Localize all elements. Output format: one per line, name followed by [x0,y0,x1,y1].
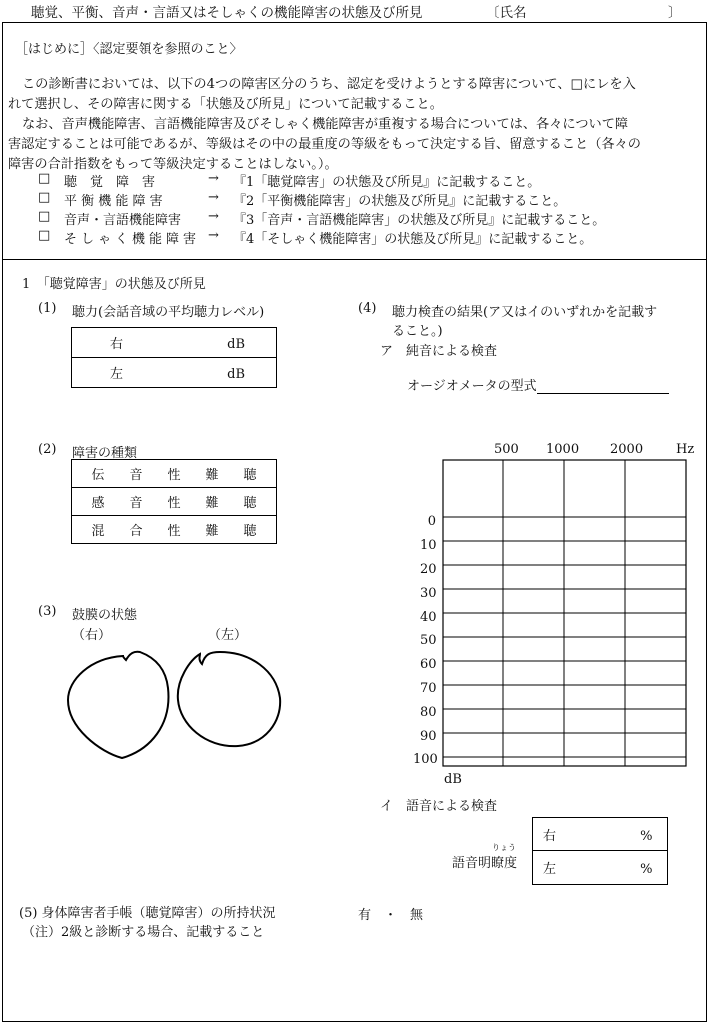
hearing-table [71,327,277,388]
db-label: 90 [420,729,437,744]
option-text: 『4「そしゃく機能障害」の状態及び所見』に記載すること。 [233,232,593,247]
char: 音 [129,468,143,483]
option-text: 『2「平衡機能障害」の状態及び所見』に記載すること。 [233,194,567,209]
char: 聴 [243,468,257,483]
arrow-icon: → [208,171,219,186]
name-field[interactable] [533,2,663,19]
intro-para2-line3: 障害の合計指数をもって等級決定することはしない。）。 [8,157,338,172]
eardrum-diagrams [60,640,300,765]
option-text: 『3「音声・言語機能障害」の状態及び所見』に記載すること。 [233,213,606,228]
type-row-conductive[interactable] [72,460,277,488]
eardrum-title: 鼓膜の状態 [72,608,138,623]
eardrum-left-label: （左） [208,628,248,643]
clarity-table [532,817,668,885]
freq-label-2000: 2000 [610,442,644,457]
char: 混 [91,524,105,539]
intro-para1-line1: この診断書においては、以下の4つの障害区分のうち、認定を受けようとする障害について、□にレを入 [22,77,636,92]
option-chewing[interactable] [38,228,593,247]
side-label: 左 [110,367,124,382]
char: 音 [129,496,143,511]
hearing-title: 聴力(会話音域の平均聴力レベル) [72,305,265,320]
handbook-note: （注）2級と診断する場合、記載すること [22,925,265,940]
eardrum-right-outline[interactable] [68,652,168,758]
arrow-icon: → [208,228,219,243]
option-label: そしゃく機能障害 [64,232,201,247]
type-table [71,459,277,544]
char: 性 [167,496,181,511]
side-label: 左 [543,862,557,877]
speech-test-label: イ 語音による検査 [380,799,498,814]
clarity-ruby: りょう [492,843,516,852]
intro-para1-line2: れて選択し、その障害に関する「状態及び所見」について記載すること。 [8,97,443,112]
type-num: (2) [38,442,57,457]
test-title-line2: ること。) [392,324,443,339]
section-divider [2,259,707,260]
side-label: 右 [543,828,557,844]
char: 伝 [91,468,105,483]
hearing-left-cell[interactable] [72,358,277,388]
db-label: 70 [420,681,437,696]
char: 難 [205,468,219,483]
audiometer-type-field[interactable] [537,379,669,394]
db-label: 30 [420,586,437,601]
checkbox[interactable]: □ [38,171,51,186]
checkbox[interactable]: □ [38,190,51,205]
db-unit-label: dB [444,772,462,787]
char: 聴 [243,496,257,511]
eardrum-num: (3) [38,604,57,619]
clarity-right-cell[interactable] [533,818,668,851]
freq-label-1000: 1000 [546,442,580,457]
db-label: 20 [420,562,437,577]
checkbox[interactable]: □ [38,228,51,243]
char: 性 [167,524,181,539]
type-title: 障害の種類 [72,446,138,461]
checkbox[interactable]: □ [38,209,51,224]
db-label: 100 [413,752,438,767]
option-voice[interactable] [38,209,606,228]
handbook-title: (5) 身体障害者手帳（聴覚障害）の所持状況 [19,906,276,921]
handbook-options[interactable]: 有 ・ 無 [358,908,424,923]
option-balance[interactable] [38,190,567,209]
clarity-label: 語音明瞭度 [452,856,518,871]
hearing-right-cell[interactable] [72,328,277,358]
option-label: 平 衡 機 能 障 害 [64,194,163,209]
char: 聴 [243,524,257,539]
type-row-mixed[interactable] [72,516,277,544]
db-label: 40 [420,610,437,625]
char: 難 [205,496,219,511]
char: 合 [129,524,143,539]
hearing-num: (1) [38,301,57,316]
char: 難 [205,524,219,539]
intro-heading: ［はじめに］〈認定要領を参照のこと〉 [15,42,243,57]
unit-label: % [640,828,653,844]
unit-label: dB [227,337,246,352]
section1-heading: 1 「聴覚障害」の状態及び所見 [22,277,206,292]
unit-label: % [640,862,653,877]
db-label: 50 [420,633,437,648]
option-label: 音声・言語機能障害 [64,213,182,228]
arrow-icon: → [208,190,219,205]
test-title-line1: 聴力検査の結果(ア又はイのいずれかを記載す [392,305,658,320]
audiometer-text: オージオメータの型式 [407,379,537,394]
unit-label: dB [227,367,246,382]
type-row-sensorineural[interactable] [72,488,277,516]
form-title: 聴覚、平衡、音声・言語又はそしゃくの機能障害の状態及び所見 [31,5,423,21]
option-text: 『1「聴覚障害」の状態及び所見』に記載すること。 [233,175,541,190]
clarity-left-cell[interactable] [533,851,668,885]
db-label: 0 [427,514,436,529]
freq-unit-label: Hz [676,442,695,457]
pure-tone-label: ア 純音による検査 [380,344,498,359]
test-num: (4) [358,301,377,316]
audiometer-label [407,375,669,394]
name-label: 〔氏名 [486,5,527,21]
char: 性 [167,468,181,483]
option-label: 聴 覚 障 害 [64,175,156,190]
intro-para2-line2: 害認定することは可能であるが、等級はその中の最重度の等級をもって決定する旨、留意すること（各々の [8,137,641,152]
db-label: 80 [420,705,437,720]
char: 感 [91,496,105,511]
audiogram-grid[interactable] [442,459,688,769]
option-hearing[interactable] [38,171,541,190]
db-label: 60 [420,657,437,672]
intro-para2-line1: なお、音声機能障害、言語機能障害及びそしゃく機能障害が重複する場合については、各々について障 [22,117,629,132]
db-label: 10 [420,538,437,553]
freq-label-500: 500 [494,442,519,457]
arrow-icon: → [208,209,219,224]
name-close: 〕 [668,5,682,21]
eardrum-left-outline[interactable] [178,652,280,746]
eardrum-right-label: （右） [72,628,112,643]
side-label: 右 [110,337,124,352]
